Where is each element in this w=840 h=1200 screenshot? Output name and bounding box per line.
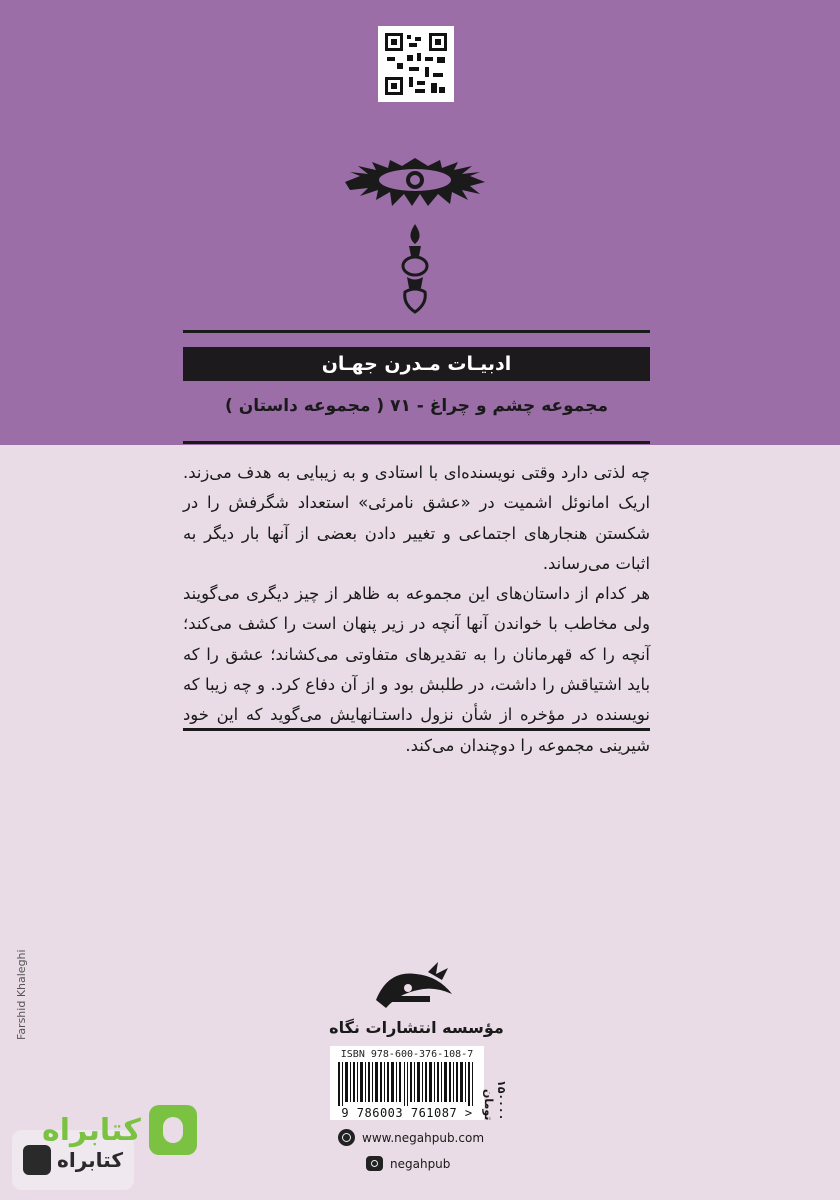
lamp-emblem [395,222,435,314]
eye-emblem [340,150,490,210]
isbn-barcode [330,1046,484,1120]
publisher-name: مؤسسه انتشارات نگاه [329,1018,504,1037]
bottom-divider [183,728,650,731]
series-title-band: ادبیـات مـدرن جهـان [183,347,650,381]
watermark-text: کتابراه [42,1112,141,1148]
instagram-handle[interactable]: negahpub [390,1156,451,1171]
watermark-logo [42,1105,197,1155]
blurb-paragraph: چه لذتی دارد وقتی نویسنده‌ای با استادی و به زیبایی به هدف می‌زند. اریک امانوئل اشمیت در «عشق نامرئی» استعداد شگرفش را در شکستن هنجارهای اجتماعی و تغییر دادن بعضی از آنها بار دیگر به اثبات می‌رساند. [183,463,650,573]
designer-credit: Farshid Khaleghi [15,949,28,1040]
globe-icon [338,1129,355,1146]
price-label: ۱۵۰۰۰۰ تومان [482,1079,508,1120]
instagram-row[interactable] [366,1156,450,1171]
back-cover-blurb [183,458,650,761]
watermark-text-small: کتابراه [57,1148,123,1172]
middle-divider [183,441,650,444]
publisher-logo [368,960,458,1012]
blurb-paragraph: هر کدام از داستان‌های این مجموعه به ظاهر از چیز دیگری می‌گویند ولی مخاطب با خواندن آنها آنچه در زیر پنهان است را کشف می‌کند؛ آنچه را که قهرمانان را به تقدیرهای متفاوتی می‌کشاند؛ عشق را که باید اشتیاقش را داشت، در طلبش بود و از آن دفاع کرد. و چه زیبا که نویسنده در مؤخره از شأن نزول داستـانهایش می‌گوید که این خود شیرینی مجموعه را دوچندان می‌کند. [183,584,650,755]
isbn-text: ISBN 978-600-376-108-7 [340,1049,474,1060]
watermark-badge-icon [149,1105,197,1155]
website-text[interactable]: www.negahpub.com [362,1130,485,1145]
barcode-number: 9 786003 761087 > [341,1106,473,1120]
website-row[interactable] [338,1129,484,1146]
barcode-bars [338,1062,476,1106]
series-subtitle: مجموعه چشم و چراغ - ۷۱ ( مجموعه داستان ) [225,396,608,416]
top-divider [183,330,650,333]
qr-code [378,26,454,102]
instagram-icon [366,1156,383,1171]
